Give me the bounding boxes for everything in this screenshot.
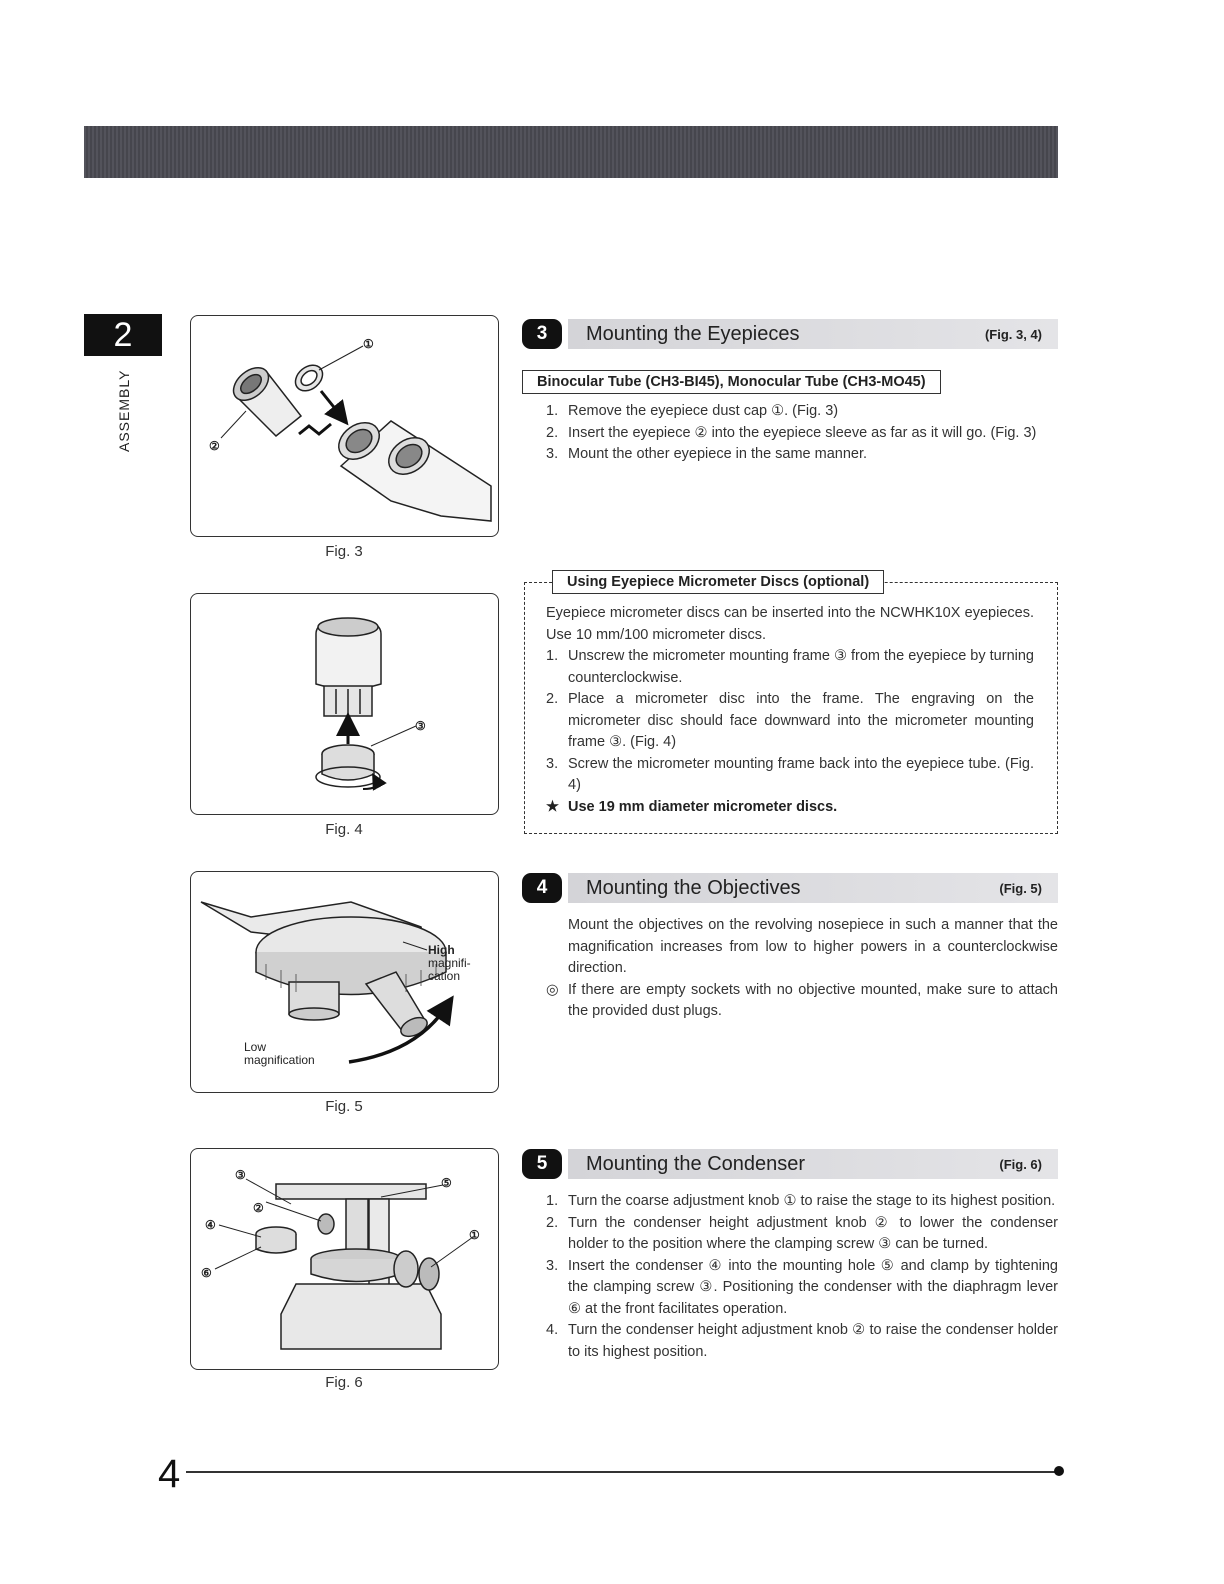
section-4-ref: (Fig. 5) <box>999 880 1042 896</box>
figure-6-caption: Fig. 6 <box>325 1374 363 1391</box>
list-item: 2. Place a micrometer disc into the frame. The engraving on the micrometer disc should face downward into the micrometer mounting frame ③. (Fig. 4) <box>546 691 1034 750</box>
condenser-illustration <box>191 1149 498 1369</box>
section-5-title: Mounting the Condenser <box>586 1152 806 1175</box>
list-item: 1. Remove the eyepiece dust cap ①. (Fig. 3) <box>546 403 839 419</box>
list-item: 4. Turn the condenser height adjustment knob ② to raise the condenser holder to its highest position. <box>546 1322 1058 1360</box>
fig5-high-2: magnifi- <box>428 956 471 970</box>
figure-5 <box>190 871 499 1093</box>
fig6-callout-4: ④ <box>205 1218 216 1232</box>
fig6-callout-1: ① <box>469 1228 480 1242</box>
section-4-number: 4 <box>522 873 562 903</box>
section-3-title: Mounting the Eyepieces <box>586 322 800 345</box>
section-4-bar <box>568 873 1058 903</box>
figure-4-caption: Fig. 4 <box>325 821 363 838</box>
fig3-callout-1: ① <box>363 337 374 351</box>
section-3-subtitle: Binocular Tube (CH3-BI45), Monocular Tube (CH3-MO45) <box>522 370 941 394</box>
fig5-low-1: Low <box>244 1040 267 1054</box>
fig5-high-3: cation <box>428 969 461 983</box>
section-3-bar <box>568 319 1058 349</box>
section-3-header <box>522 319 1058 349</box>
list-item: 3. Mount the other eyepiece in the same manner. <box>546 446 868 462</box>
fig6-callout-2: ② <box>253 1201 264 1215</box>
section-3-steps <box>546 401 1046 466</box>
list-item: 2. Turn the condenser height adjustment knob ② to lower the condenser holder to the position where the clamping screw ③ can be turned. <box>546 1214 1058 1252</box>
nosepiece-illustration <box>191 872 498 1092</box>
figure-5-caption: Fig. 5 <box>325 1098 363 1115</box>
figure-6 <box>190 1148 499 1370</box>
section-4-note: ◎ If there are empty sockets with no objective mounted, make sure to attach the provided dust plugs. <box>546 980 1058 1023</box>
chapter-label: ASSEMBLY <box>116 369 132 452</box>
section-4-text: Mount the objectives on the revolving nosepiece in such a manner that the magnification increases from low to higher powers in a counterclockwise direction. <box>568 917 1058 976</box>
double-circle-icon: ◎ <box>546 981 559 998</box>
fig6-callout-5: ⑤ <box>441 1176 452 1190</box>
section-3-ref: (Fig. 3, 4) <box>984 326 1042 342</box>
micrometer-intro: Eyepiece micrometer discs can be inserted into the NCWHK10X eyepieces. Use 10 mm/100 micrometer discs. <box>546 605 1034 643</box>
section-4-body <box>546 915 1058 1023</box>
figure-4 <box>190 593 499 815</box>
list-item: 2. Insert the eyepiece ② into the eyepiece sleeve as far as it will go. (Fig. 3) <box>546 424 1037 441</box>
chapter-label-wrap <box>116 362 132 452</box>
list-item: 3. Screw the micrometer mounting frame back into the eyepiece tube. (Fig. 4) <box>546 755 1034 793</box>
eyepiece-illustration <box>191 316 498 536</box>
fig5-high-1: High <box>428 943 455 957</box>
fig6-callout-3: ③ <box>235 1168 246 1182</box>
micrometer-title: Using Eyepiece Micrometer Discs (optional) <box>552 570 884 594</box>
page-number: 4 <box>158 1452 181 1496</box>
footer-dot <box>1054 1466 1064 1476</box>
section-4-title: Mounting the Objectives <box>586 876 801 899</box>
fig5-low-2: magnification <box>244 1053 315 1067</box>
micrometer-content <box>546 603 1034 818</box>
footer-rule <box>186 1471 1058 1473</box>
section-5-header <box>522 1149 1058 1179</box>
list-item: 1. Turn the coarse adjustment knob ① to raise the stage to its highest position. <box>546 1193 1056 1209</box>
header-bar <box>84 126 1058 178</box>
fig4-callout-3: ③ <box>415 719 426 733</box>
figure-3-caption: Fig. 3 <box>325 543 363 560</box>
section-5-steps <box>546 1191 1058 1363</box>
micrometer-note: ★ Use 19 mm diameter micrometer discs. <box>546 797 1034 819</box>
fig6-callout-6: ⑥ <box>201 1266 212 1280</box>
star-icon: ★ <box>546 798 559 815</box>
section-3-number: 3 <box>522 319 562 349</box>
fig3-callout-2: ② <box>209 439 220 453</box>
list-item: 3. Insert the condenser ④ into the mounting hole ⑤ and clamp by tightening the clamping screw ③. Positioning the condenser with the diaphragm lever ⑥ at the front facilitates operation. <box>546 1257 1058 1317</box>
micrometer-illustration <box>191 594 498 814</box>
list-item: 1. Unscrew the micrometer mounting frame ③ from the eyepiece by turning counterclockwise. <box>546 648 1034 686</box>
section-5-bar <box>568 1149 1058 1179</box>
section-5-number: 5 <box>522 1149 562 1179</box>
section-4-header <box>522 873 1058 903</box>
section-5-ref: (Fig. 6) <box>999 1156 1042 1172</box>
chapter-number: 2 <box>84 314 162 356</box>
figure-3 <box>190 315 499 537</box>
